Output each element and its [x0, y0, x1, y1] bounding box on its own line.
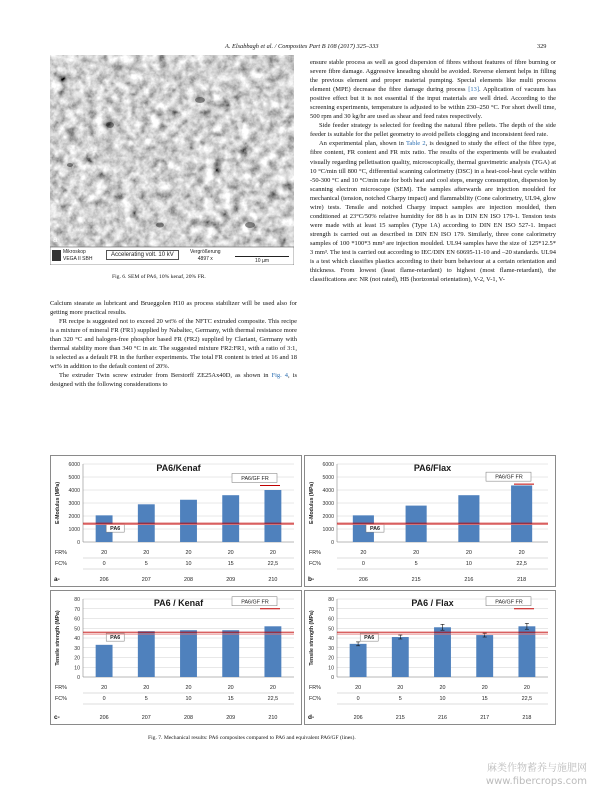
y-tick-label: 3000 [322, 501, 334, 507]
y-tick-label: 30 [74, 645, 80, 652]
paragraph-text: Side feeder strategy is selected for feeding the natural fibre pellets. The depth of the side feeder is suitable for the pellet geometry to avoid pellets clogging and inconsistent feed rate. [310, 122, 556, 139]
instrument-model: VEGA II SBH [63, 255, 93, 262]
sample-id-label: 215 [395, 715, 405, 721]
fc-value: 22,5 [516, 561, 527, 567]
panel-label: c- [54, 714, 60, 721]
e-modulus-flax-chart [305, 456, 555, 586]
scale-bar-label: 10 µm [255, 258, 269, 264]
y-tick-label: 60 [74, 616, 80, 623]
y-tick-label: 10 [328, 665, 334, 672]
tensile-kenaf-chart [51, 591, 301, 724]
fc-row-label: FC% [309, 561, 321, 567]
paragraph [50, 371, 297, 389]
paragraph-text: The extruder Twin screw extruder from Berstorff ZE25Ax40D, as shown in [59, 372, 272, 380]
tensile-flax-chart [305, 591, 555, 724]
reference-link[interactable]: [13] [468, 86, 479, 94]
sample-id-label: 208 [184, 577, 193, 583]
sample-id-label: 216 [464, 577, 474, 583]
fr-row-label: FR% [55, 685, 67, 691]
y-tick-label: 80 [328, 597, 334, 603]
bar [476, 635, 493, 677]
fc-value: 10 [185, 696, 192, 702]
fc-value: 10 [439, 696, 446, 702]
sample-id-label: 216 [438, 715, 447, 721]
fr-value: 20 [439, 685, 446, 691]
fr-value: 20 [269, 685, 276, 691]
y-tick-label: 20 [328, 655, 334, 662]
y-tick-label: 50 [328, 626, 334, 633]
fc-value: 0 [356, 696, 360, 702]
y-tick-label: 20 [74, 655, 80, 662]
reference-line-label: PA6/GF FR [241, 475, 269, 482]
fc-value: 0 [102, 561, 106, 567]
sample-id-label: 206 [353, 715, 363, 721]
fr-value: 20 [185, 685, 192, 691]
y-tick-label: 60 [328, 616, 334, 623]
fr-value: 20 [355, 685, 362, 691]
bar [434, 627, 451, 677]
y-tick-label: 40 [74, 636, 80, 642]
y-tick-label: 1000 [68, 527, 80, 533]
chart-panel-c [50, 590, 302, 725]
y-tick-label: 80 [74, 597, 80, 603]
bar [406, 506, 427, 542]
y-tick-label: 40 [328, 636, 334, 642]
figure7-caption: Fig. 7. Mechanical results: PA6 composites compared to PA6 and equivalent PA6/GF (lines). [148, 735, 356, 741]
reference-line-label: PA6/GF FR [241, 599, 269, 606]
watermark [486, 762, 587, 788]
y-tick-label: 0 [331, 540, 334, 546]
paragraph-text: ensure stable process as well as good dispersion of fibres without features of fibre burning or severe fibre damage. Aggressive kneading should be avoided. Reverse element helps in filling the previous element and proper material pumping. Special elements like multi process element (MPE) decrease the fibre damage during process [310, 59, 556, 94]
paragraph-text: . Application of vacuum has positive effect but it is not essential if the input materials are well dried. According to the screening experiments, temperature is adjusted to be within 230–250 °C. For short dwell time, 500 rpm and 30 kg/hr are used as shear and feed rates respectively. [310, 86, 556, 121]
y-tick-label: 10 [74, 665, 80, 672]
chart-title: PA6 / Kenaf [153, 598, 204, 608]
bar [350, 644, 367, 677]
sample-id-label: 215 [411, 577, 421, 583]
reference-link[interactable]: Fig. 4 [271, 372, 289, 380]
fr-value: 20 [143, 685, 150, 691]
fr-value: 20 [360, 550, 367, 556]
fc-value: 22,5 [521, 696, 533, 702]
fc-value: 0 [361, 561, 365, 567]
fc-row-label: FC% [309, 696, 321, 702]
chart-panel-a [50, 455, 302, 587]
tescan-logo [52, 250, 61, 261]
magnification-label: Vergrößerung [190, 249, 221, 255]
panel-label: b- [308, 576, 315, 583]
e-modulus-kenaf-chart [51, 456, 301, 586]
y-tick-label: 50 [74, 626, 80, 633]
reference-line-label: PA6 [110, 526, 121, 533]
fc-value: 10 [185, 561, 192, 567]
fr-value: 20 [413, 550, 420, 556]
reference-line-label: PA6 [110, 635, 121, 642]
fr-value: 20 [518, 550, 525, 556]
y-tick-label: 0 [77, 540, 80, 546]
paragraph-text: , is designed to study the effect of the fibre type, fibre content, FR content and FR mix ratio. The results of the experiments will be evaluated visually regarding pelletisation quality, microscopically, thermal gravimetric analysis (TGA) at 10 °C/min till 800 °C, differential scanning calorimetry (DSC) in a heat-cool-heat cycle within -50-300 °C and 10 °C/min rate for both heat and cool steps, energy consumption, dispersion by scanning electron microscope (SEM). The samples afterwards are injection moulded for mechanical (tension, notched Charpy impact) and flammability (Cone calorimetry, UL94, glow wire) tests. Tensile and notched Charpy impact samples are injection moulded, then conditioned at 23°C/50% relative humidity for 88 h as in DIN EN ISO 179-1. Tension tests were made with at least 15 samples (Type 1A) according to DIN EN ISO 527-1. Impact strength is carried out as described in DIN EN ISO 179. Similarly, three cone calorimetry samples of 100 *100*3 mm³ are injection moulded. UL94 samples have the size of 125*12.5* 3 mm³. The test is carried out according to IEC/DIN EN 60695-11-10 and –20 standards. UL94 is a test which classifies plastics according to their burn behaviour at a certain orientation and thickness. From lowest (least flame-retardant) to highest (most flame-retardant), the classifications are: NR (not rated), HB (horizontal orientation), V-2, V-1, V- [310, 140, 556, 284]
fc-value: 10 [465, 561, 472, 567]
y-tick-label: 30 [328, 645, 334, 652]
sample-id-label: 206 [358, 577, 368, 583]
bar [222, 495, 239, 542]
sample-id-label: 209 [226, 577, 236, 583]
y-axis-label: Tensile strength (MPa) [55, 610, 61, 666]
fr-value: 20 [269, 550, 276, 556]
y-tick-label: 5000 [322, 475, 334, 481]
y-tick-label: 6000 [322, 462, 334, 468]
fc-value: 5 [414, 561, 418, 567]
reference-line-label: PA6/GF FR [495, 599, 523, 606]
fr-value: 20 [101, 685, 108, 691]
fr-row-label: FR% [55, 550, 67, 556]
paragraph-text: An experimental plan, shown in [319, 140, 406, 148]
panel-label: d- [308, 714, 315, 721]
y-tick-label: 2000 [322, 514, 334, 520]
panel-label: a- [54, 576, 60, 583]
journal-citation: A. Elsabbagh et al. / Composites Part B 108 (2017) 325–333 [225, 43, 379, 50]
fc-row-label: FC% [55, 561, 67, 567]
y-axis-label: E-Modulus (MPa) [309, 481, 315, 525]
voltage-label: Accelerating volt. 10 kV [106, 250, 179, 260]
fr-value: 20 [143, 550, 150, 556]
y-tick-label: 0 [77, 675, 80, 681]
bar [138, 631, 155, 677]
fc-value: 5 [144, 561, 148, 567]
sem-panel-label: a [53, 235, 58, 244]
y-tick-label: 70 [328, 606, 334, 613]
sample-id-label: 218 [522, 715, 532, 721]
sample-id-label: 206 [99, 577, 109, 583]
bar [96, 645, 113, 677]
paragraph [50, 317, 297, 371]
sample-id-label: 218 [517, 577, 527, 583]
fc-value: 22,5 [267, 561, 279, 567]
fr-row-label: FR% [309, 550, 321, 556]
y-tick-label: 3000 [68, 501, 80, 507]
fc-row-label: FC% [55, 696, 67, 702]
fr-value: 20 [481, 685, 488, 691]
bar [264, 490, 281, 542]
left-text-column [50, 299, 297, 389]
fr-value: 20 [101, 550, 108, 556]
y-tick-label: 4000 [68, 488, 80, 494]
page-number: 329 [537, 43, 547, 50]
chart-title: PA6/Flax [413, 463, 452, 473]
chart-panel-b [304, 455, 556, 587]
bar [180, 630, 197, 677]
figure6-caption: Fig. 6. SEM of PA6, 10% kenaf, 20% FR. [112, 274, 206, 280]
paragraph [310, 58, 556, 121]
y-axis-label: Tensile strength (MPa) [309, 610, 315, 666]
y-tick-label: 70 [74, 606, 80, 613]
y-tick-label: 6000 [68, 462, 80, 468]
paragraph-text: Calcium stearate as lubricant and Brueggolen H10 as process stabilizer will be used also for getting more practical results. [50, 300, 297, 317]
fc-value: 22,5 [267, 696, 279, 702]
fc-value: 5 [144, 696, 148, 702]
sample-id-label: 207 [141, 577, 151, 583]
y-tick-label: 0 [331, 675, 334, 681]
watermark-line1: 麻类作物蓄养与施肥网 [487, 763, 587, 774]
bar [392, 637, 409, 677]
instrument-label: Mikroskop [63, 249, 86, 255]
sample-id-label: 217 [480, 715, 490, 721]
y-tick-label: 2000 [68, 514, 80, 520]
fc-value: 15 [227, 696, 234, 702]
sem-info-bar [50, 247, 294, 265]
magnification-value: 4897 x [197, 255, 213, 262]
chart-panel-d [304, 590, 556, 725]
bar [222, 630, 239, 677]
fr-value: 20 [397, 685, 404, 691]
bar [511, 485, 532, 542]
fr-value: 20 [523, 685, 530, 691]
paragraph-text: , is designed with the following considerations to [50, 372, 297, 389]
paragraph [50, 299, 297, 317]
chart-title: PA6 / Flax [411, 598, 454, 608]
fc-value: 15 [481, 696, 488, 702]
bar [180, 500, 197, 542]
reference-line-label: PA6 [369, 526, 381, 533]
bar [458, 495, 479, 542]
sample-id-label: 210 [268, 577, 278, 583]
sample-id-label: 206 [99, 715, 109, 721]
sample-id-label: 208 [184, 715, 193, 721]
y-axis-label: E-Modulus (MPa) [55, 481, 61, 525]
fr-value: 20 [185, 550, 192, 556]
paragraph [310, 121, 556, 139]
sample-id-label: 207 [141, 715, 151, 721]
sample-id-label: 210 [268, 715, 278, 721]
fc-value: 5 [398, 696, 402, 702]
paragraph [310, 139, 556, 284]
reference-link[interactable]: Table 2 [405, 140, 426, 148]
reference-line-label: PA6/GF FR [495, 474, 523, 481]
fc-value: 0 [102, 696, 106, 702]
y-tick-label: 1000 [322, 527, 334, 533]
chart-title: PA6/Kenaf [156, 463, 201, 473]
fr-row-label: FR% [309, 685, 321, 691]
fr-value: 20 [227, 550, 234, 556]
right-text-column [310, 58, 556, 284]
fr-value: 20 [465, 550, 472, 556]
y-tick-label: 5000 [68, 475, 80, 481]
reference-line-label: PA6 [364, 635, 375, 642]
sample-id-label: 209 [226, 715, 236, 721]
watermark-line2: www.fibercrops.com [485, 776, 587, 787]
scale-bar [235, 256, 289, 257]
paragraph-text: FR recipe is suggested not to exceed 20 wt% of the NFTC extruded composite. This recipe is a mixture of mineral FR (FR1) supplied by Nabaltec, Germany, with thermal resistance more than 320 °C and halogen-free phosphor based FR (FR2) supplied by Clariant, Germany with thermal stability more than 340 °C in air. The suggested mixture FR2:FR1, with a ratio of 3:1, is selected as a default FR in the further experiments. The total FR content is tried at 16 and 18 wt% in addition to the default content of 20%. [50, 318, 297, 371]
sem-image [50, 55, 294, 265]
fr-value: 20 [227, 685, 234, 691]
sem-micrograph [50, 55, 294, 265]
y-tick-label: 4000 [322, 488, 334, 494]
fc-value: 15 [227, 561, 234, 567]
